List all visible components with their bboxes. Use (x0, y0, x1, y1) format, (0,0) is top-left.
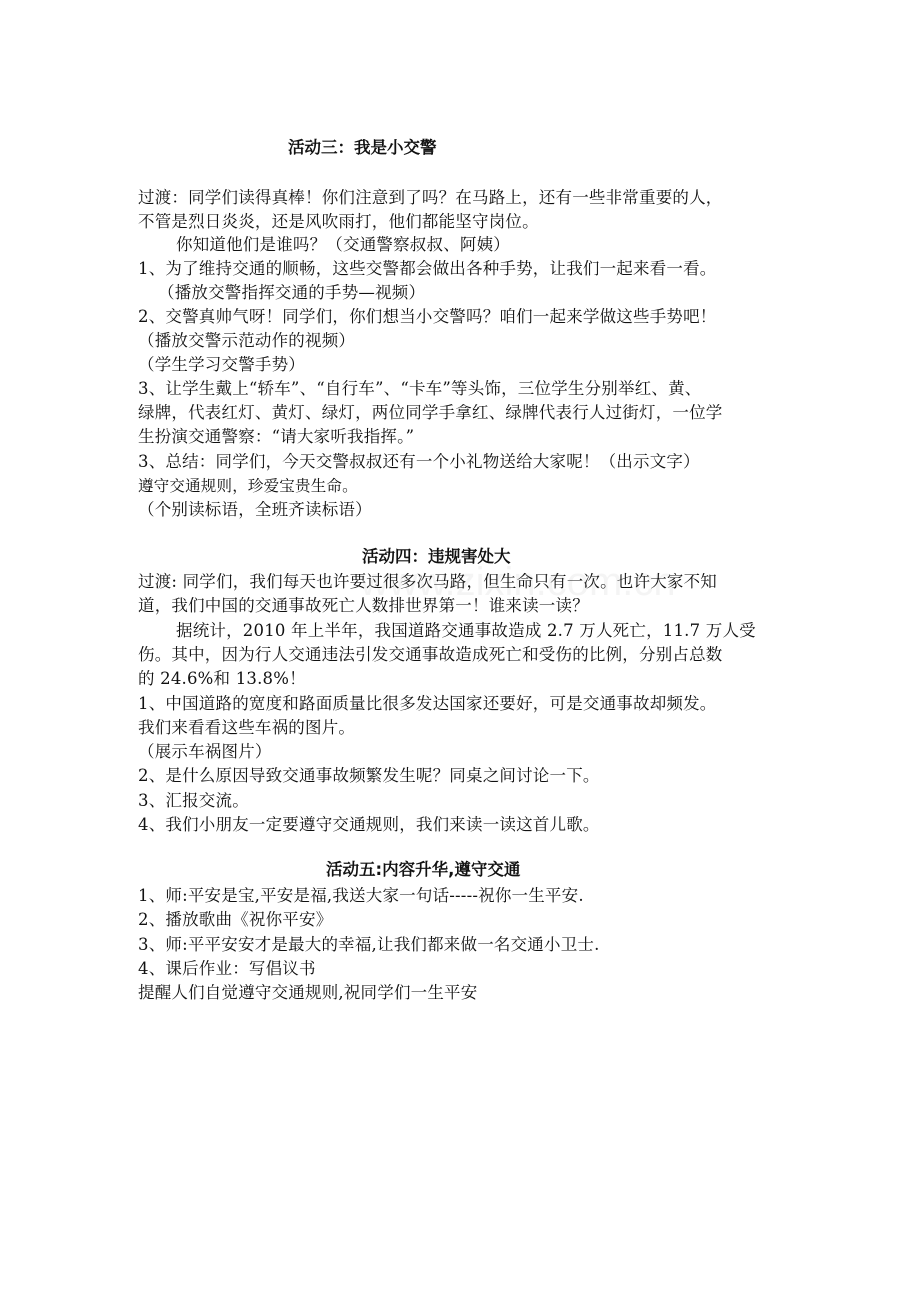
section3-line-2: 不管是烈日炎炎，还是风吹雨打，他们都能坚守岗位。 (138, 212, 539, 231)
section3-line-1: 过渡：同学们读得真棒！你们注意到了吗？在马路上，还有一些非常重要的人， (138, 188, 723, 207)
section4-line-5: 的 24.6%和 13.8%！ (138, 669, 306, 688)
section3-line-5: （播放交警指挥交通的手势—视频） (158, 283, 426, 302)
section3-line-6: 2、交警真帅气呀！同学们，你们想当小交警吗？咱们一起来学做这些手势吧！ (138, 307, 717, 326)
section3-line-14: （个别读标语，全班齐读标语） (138, 500, 372, 519)
section3-line-10: 绿牌，代表红灯、黄灯、绿灯，两位同学手拿红、绿牌代表行人过街灯，一位学 (138, 403, 723, 422)
section3-line-12: 3、总结：同学们，今天交警叔叔还有一个小礼物送给大家呢！（出示文字） (138, 452, 700, 471)
section3-line-4: 1、为了维持交通的顺畅，这些交警都会做出各种手势，让我们一起来看一看。 (138, 259, 717, 278)
section5-line-2: 2、播放歌曲《祝你平安》 (138, 910, 333, 929)
section3-line-3: 你知道他们是谁吗？（交通警察叔叔、阿姨） (176, 235, 510, 254)
section4-line-7: 我们来看看这些车祸的图片。 (138, 718, 356, 737)
section4-line-2: 道，我们中国的交通事故死亡人数排世界第一！谁来读一读？ (138, 596, 589, 615)
section5-line-1: 1、师:平安是宝,平安是福,我送大家一句话-----祝你一生平安. (138, 886, 584, 905)
section4-line-3: 据统计，2010 年上半年，我国道路交通事故造成 2.7 万人死亡，11.7 万人受 (176, 621, 756, 640)
section5-line-4: 4、课后作业：写倡议书 (138, 959, 316, 978)
section4-line-11: 4、我们小朋友一定要遵守交通规则，我们来读一读这首儿歌。 (138, 815, 600, 834)
section4-line-4: 伤。其中，因为行人交通违法引发交通事故造成死亡和受伤的比例，分别占总数 (138, 645, 723, 664)
section3-line-7: （播放交警示范动作的视频） (138, 331, 356, 350)
section5-line-5: 提醒人们自觉遵守交通规则,祝同学们一生平安 (138, 983, 478, 1002)
section4-line-1: 过渡: 同学们，我们每天也许要过很多次马路，但生命只有一次。也许大家不知 (138, 572, 718, 591)
section3-line-11: 生扮演交通警察：“请大家听我指挥。” (138, 427, 415, 446)
section4-line-10: 3、汇报交流。 (138, 791, 249, 810)
section4-title: 活动四：违规害处大 (362, 547, 511, 566)
section5-title: 活动五:内容升华,遵守交通 (326, 860, 521, 879)
section5-line-3: 3、师:平平安安才是最大的幸福,让我们都来做一名交通小卫士. (138, 935, 600, 954)
section4-line-9: 2、是什么原因导致交通事故频繁发生呢？同桌之间讨论一下。 (138, 766, 600, 785)
section4-line-8: （展示车祸图片） (138, 742, 272, 761)
section3-line-8: （学生学习交警手势） (138, 355, 305, 374)
section3-title: 活动三：我是小交警 (288, 138, 437, 157)
section3-slogan: 遵守交通规则，珍爱宝贵生命。 (138, 477, 358, 495)
section4-line-6: 1、中国道路的宽度和路面质量比很多发达国家还要好，可是交通事故却频发。 (138, 694, 717, 713)
section3-line-9: 3、让学生戴上“轿车”、“自行车”、“卡车”等头饰，三位学生分别举红、黄、 (138, 379, 702, 398)
